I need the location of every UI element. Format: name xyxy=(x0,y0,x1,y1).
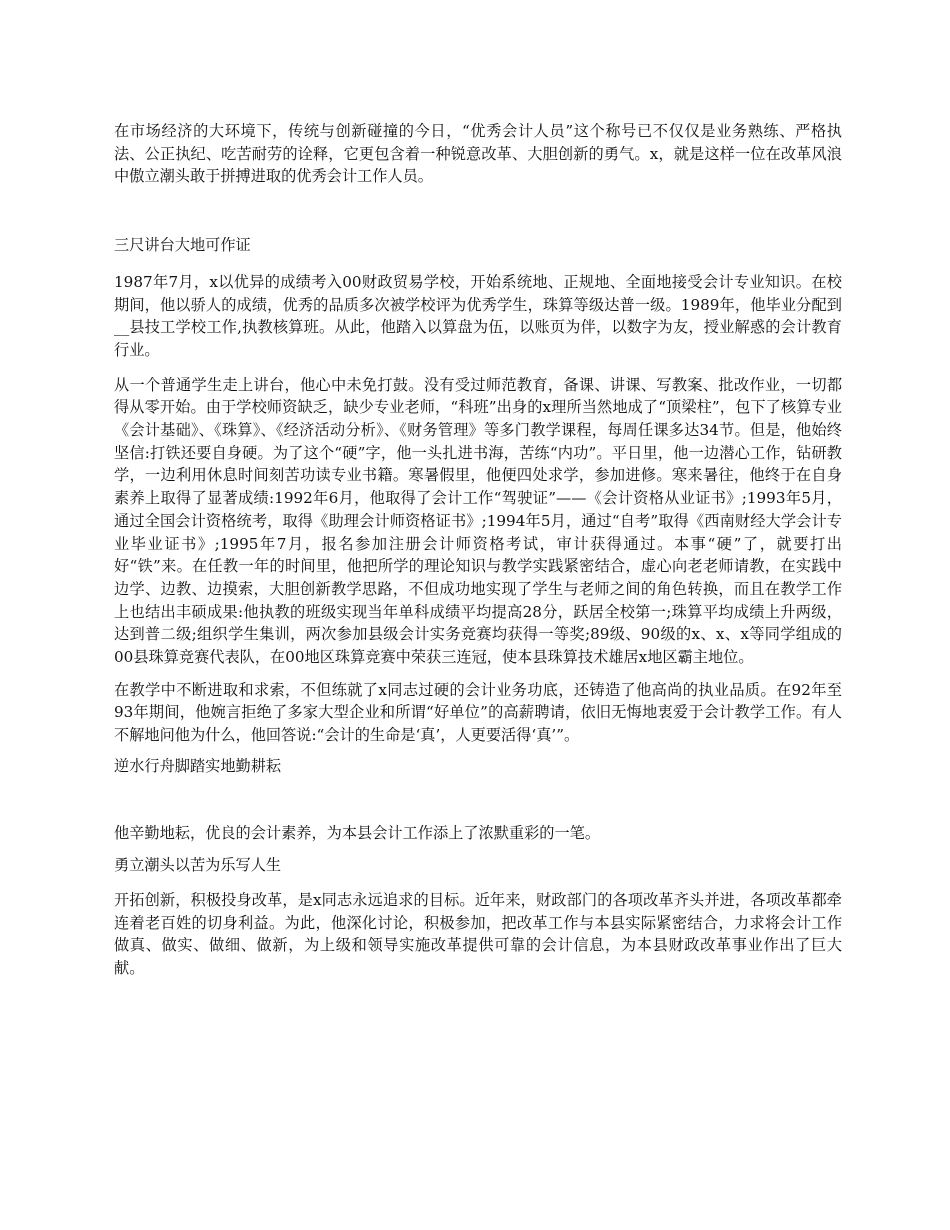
document-body xyxy=(114,120,842,980)
section-heading-diligence: 逆水行舟脚踏实地勤耕耘 xyxy=(114,756,282,775)
paragraph-reform: 开拓创新，积极投身改革，是x同志永远追求的目标。近年来，财政部门的各项改革齐头并进，各项改革都牵连着老百姓的切身利益。为此，他深化讨论，积极参加，把改革工作与本县实际紧密结合，力求将会计工作做真、做实、做细、做新，为上级和领导实施改革提供可靠的会计信息，为本县财政改革事业作出了巨大献。 xyxy=(114,890,842,978)
intro-paragraph: 在市场经济的大环境下，传统与创新碰撞的今日，“优秀会计人员”这个称号已不仅仅是业务熟练、严格执法、公正执纪、吃苦耐劳的诠释，它更包含着一种锐意改革、大胆创新的勇气。x，就是这样一位在改革风浪中傲立潮头敢于拼搏进取的优秀会计工作人员。 xyxy=(114,122,842,186)
paragraph-quality: 在教学中不断进取和求索，不但练就了x同志过硬的会计业务功底，还铸造了他高尚的执业品质。在92年至93年期间，他婉言拒绝了多家大型企业和所谓“好单位”的高薪聘请，依旧无悔地衷爱于会计教学工作。有人不解地问他为什么，他回答说:“会计的生命是‘真’，人更要活得‘真’”。 xyxy=(114,680,842,745)
section-heading-lecture: 三尺讲台大地可作证 xyxy=(114,236,251,255)
section-heading-reform: 勇立潮头以苦为乐写人生 xyxy=(114,856,282,875)
paragraph-teaching: 从一个普通学生走上讲台，他心中未免打鼓。没有受过师范教育，备课、讲课、写教案、批改作业，一切都得从零开始。由于学校师资缺乏，缺少专业老师，“科班”出身的x理所当然地成了“顶梁柱”，包下了核算专业《会计基础》、《珠算》、《经济活动分析》、《财务管理》等多门教学课程，每周任课多达34节。但是，他始终坚信:打铁还要自身硬。为了这个“硬”字，他一头扎进书海，苦练“内功”。平日里，他一边潜心工作，钻研教学，一边利用休息时间刻苦功读专业书籍。寒暑假里，他便四处求学，参加进修。寒来暑往，他终于在自身素养上取得了显著成绩:1992年6月，他取得了会计工作“驾驶证”——《会计资格从业证书》;1993年5月，通过全国会计资格统考，取得《助理会计师资格证书》;1994年5月，通过“自考”取得《西南财经大学会计专业毕业证书》;1995年7月，报名参加注册会计师资格考试，审计获得通过。本事“硬”了，就要打出好“铁”来。在任教一年的时间里，他把所学的理论知识与教学实践紧密结合，虚心向老老师请教，在实践中边学、边教、边摸索，大胆创新教学思路，不但成功地实现了学生与老师之间的角色转换，而且在教学工作上也结出丰硕成果:他执教的班级实现当年单科成绩平均提高28分，跃居全校第一;珠算平均成绩上升两级，达到普二级;组织学生集训，两次参加县级会计实务竞赛均获得一等奖;89级、90级的x、x、x等同学组成的00县珠算竞赛代表队，在00地区珠算竞赛中荣获三连冠，使本县珠算技术雄居x地区霸主地位。 xyxy=(114,375,842,667)
paragraph-1987: 1987年7月，x以优异的成绩考入00财政贸易学校，开始系统地、正规地、全面地接受会计专业知识。在校期间，他以骄人的成绩，优秀的品质多次被学校评为优秀学生，珠算等级达普一级。1989年，他毕业分配到__县技工学校工作,执教核算班。从此，他踏入以算盘为伍，以账页为伴，以数字为友，授业解惑的会计教育行业。 xyxy=(114,272,842,359)
paragraph-diligent: 他辛勤地耘，优良的会计素养，为本县会计工作添上了浓默重彩的一笔。 xyxy=(114,823,600,842)
